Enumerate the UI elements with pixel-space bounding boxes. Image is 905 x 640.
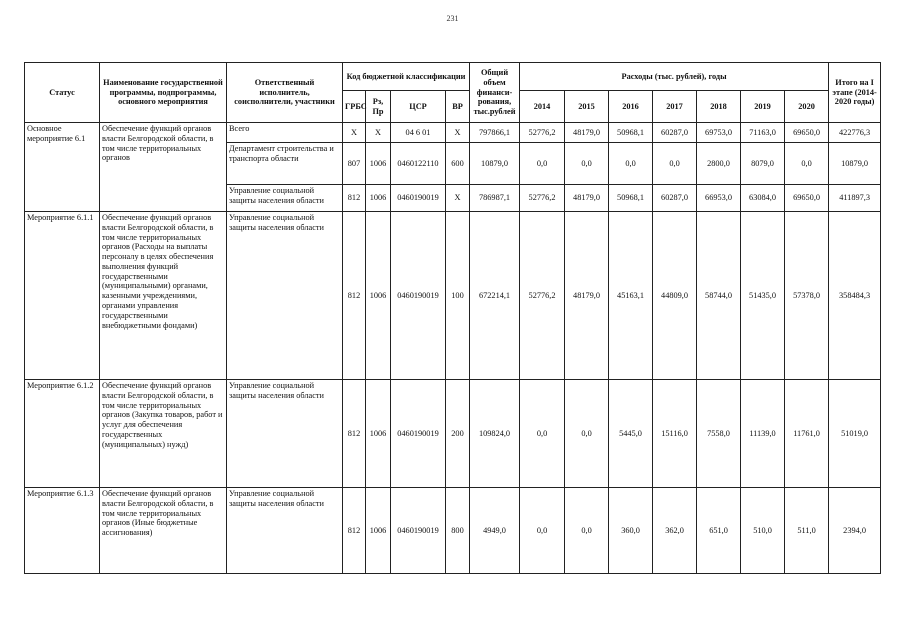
- itogo-cell: 411897,3: [829, 185, 881, 212]
- csr-cell: 0460190019: [391, 185, 446, 212]
- itogo-cell: 422776,3: [829, 123, 881, 143]
- csr-cell: 0460122110: [391, 143, 446, 185]
- year-cell: 63084,0: [741, 185, 785, 212]
- executor-cell: Департамент строительства и транспорта области: [227, 143, 343, 185]
- header-year-2017: 2017: [653, 91, 697, 123]
- itogo-cell: 51019,0: [829, 380, 881, 488]
- header-year-2015: 2015: [565, 91, 609, 123]
- csr-cell: 0460190019: [391, 212, 446, 380]
- vr-cell: 600: [446, 143, 470, 185]
- header-executor: Ответственный исполнитель, соисполнители, участники: [227, 63, 343, 123]
- year-cell: 71163,0: [741, 123, 785, 143]
- year-cell: 11761,0: [785, 380, 829, 488]
- year-cell: 69650,0: [785, 185, 829, 212]
- header-total-volume: Общий объем финанси-рования, тыс.рублей: [470, 63, 520, 123]
- executor-cell: Управление социальной защиты населения области: [227, 212, 343, 380]
- year-cell: 66953,0: [697, 185, 741, 212]
- year-cell: 510,0: [741, 488, 785, 574]
- name-cell: Обеспечение функций органов власти Белгородской области, в том числе территориальных органов (Иные бюджетные ассигнования): [100, 488, 227, 574]
- year-cell: 52776,2: [520, 123, 565, 143]
- table-row: [25, 380, 881, 488]
- year-cell: 58744,0: [697, 212, 741, 380]
- header-status: Статус: [25, 63, 100, 123]
- year-cell: 45163,1: [609, 212, 653, 380]
- header-csr: ЦСР: [391, 91, 446, 123]
- year-cell: 7558,0: [697, 380, 741, 488]
- rzpr-cell: 1006: [366, 185, 391, 212]
- header-expenses: Расходы (тыс. рублей), годы: [520, 63, 829, 91]
- grbs-cell: 807: [343, 143, 366, 185]
- year-cell: 0,0: [785, 143, 829, 185]
- grbs-cell: Х: [343, 123, 366, 143]
- total-cell: 10879,0: [470, 143, 520, 185]
- budget-table-container: [24, 62, 880, 574]
- vr-cell: 800: [446, 488, 470, 574]
- csr-cell: 0460190019: [391, 488, 446, 574]
- rzpr-cell: Х: [366, 123, 391, 143]
- page-number: 231: [446, 14, 459, 23]
- year-cell: 44809,0: [653, 212, 697, 380]
- csr-cell: 04 6 01: [391, 123, 446, 143]
- year-cell: 5445,0: [609, 380, 653, 488]
- year-cell: 362,0: [653, 488, 697, 574]
- itogo-cell: 2394,0: [829, 488, 881, 574]
- vr-cell: Х: [446, 123, 470, 143]
- year-cell: 52776,2: [520, 185, 565, 212]
- vr-cell: 200: [446, 380, 470, 488]
- year-cell: 0,0: [565, 380, 609, 488]
- total-cell: 672214,1: [470, 212, 520, 380]
- year-cell: 360,0: [609, 488, 653, 574]
- header-name: Наименование государственной программы, подпрограммы, основного мероприятия: [100, 63, 227, 123]
- budget-table: [24, 62, 881, 574]
- year-cell: 0,0: [565, 143, 609, 185]
- status-cell: Мероприятие 6.1.1: [25, 212, 100, 380]
- year-cell: 60287,0: [653, 185, 697, 212]
- year-cell: 50968,1: [609, 123, 653, 143]
- status-cell: Основное мероприятие 6.1: [25, 123, 100, 212]
- name-cell: Обеспечение функций органов власти Белгородской области, в том числе территориальных органов (Закупка товаров, работ и услуг для обеспечения государственных (муниципальных) нужд): [100, 380, 227, 488]
- year-cell: 51435,0: [741, 212, 785, 380]
- year-cell: 0,0: [653, 143, 697, 185]
- header-year-2019: 2019: [741, 91, 785, 123]
- year-cell: 0,0: [565, 488, 609, 574]
- year-cell: 0,0: [609, 143, 653, 185]
- rzpr-cell: 1006: [366, 380, 391, 488]
- header-itogo: Итого на I этапе (2014-2020 годы): [829, 63, 881, 123]
- year-cell: 60287,0: [653, 123, 697, 143]
- name-cell: Обеспечение функций органов власти Белгородской области, в том числе территориальных органов (Расходы на выплаты персоналу в целях обеспечения выполнения функций государственными (муниципальными) органами, казенными учреждениями, органами управления государственными внебюджетными фондами): [100, 212, 227, 380]
- year-cell: 57378,0: [785, 212, 829, 380]
- year-cell: 69753,0: [697, 123, 741, 143]
- rzpr-cell: 1006: [366, 488, 391, 574]
- itogo-cell: 358484,3: [829, 212, 881, 380]
- total-cell: 109824,0: [470, 380, 520, 488]
- header-year-2016: 2016: [609, 91, 653, 123]
- year-cell: 50968,1: [609, 185, 653, 212]
- table-row: [25, 488, 881, 574]
- header-vr: ВР: [446, 91, 470, 123]
- year-cell: 511,0: [785, 488, 829, 574]
- grbs-cell: 812: [343, 380, 366, 488]
- table-row: [25, 212, 881, 380]
- year-cell: 48179,0: [565, 185, 609, 212]
- year-cell: 0,0: [520, 143, 565, 185]
- year-cell: 48179,0: [565, 123, 609, 143]
- rzpr-cell: 1006: [366, 143, 391, 185]
- vr-cell: 100: [446, 212, 470, 380]
- header-rzpr: Рз, Пр: [366, 91, 391, 123]
- year-cell: 0,0: [520, 380, 565, 488]
- year-cell: 2800,0: [697, 143, 741, 185]
- executor-cell: Управление социальной защиты населения области: [227, 380, 343, 488]
- year-cell: 0,0: [520, 488, 565, 574]
- grbs-cell: 812: [343, 488, 366, 574]
- total-cell: 786987,1: [470, 185, 520, 212]
- table-row: [25, 123, 881, 143]
- executor-cell: Управление социальной защиты населения области: [227, 185, 343, 212]
- csr-cell: 0460190019: [391, 380, 446, 488]
- header-year-2018: 2018: [697, 91, 741, 123]
- header-budget-code: Код бюджетной классификации: [343, 63, 470, 91]
- grbs-cell: 812: [343, 212, 366, 380]
- grbs-cell: 812: [343, 185, 366, 212]
- executor-cell: Всего: [227, 123, 343, 143]
- year-cell: 651,0: [697, 488, 741, 574]
- header-year-2020: 2020: [785, 91, 829, 123]
- executor-cell: Управление социальной защиты населения области: [227, 488, 343, 574]
- rzpr-cell: 1006: [366, 212, 391, 380]
- total-cell: 4949,0: [470, 488, 520, 574]
- total-cell: 797866,1: [470, 123, 520, 143]
- year-cell: 8079,0: [741, 143, 785, 185]
- vr-cell: Х: [446, 185, 470, 212]
- year-cell: 48179,0: [565, 212, 609, 380]
- year-cell: 52776,2: [520, 212, 565, 380]
- year-cell: 15116,0: [653, 380, 697, 488]
- header-year-2014: 2014: [520, 91, 565, 123]
- status-cell: Мероприятие 6.1.2: [25, 380, 100, 488]
- header-grbs: ГРБС: [343, 91, 366, 123]
- year-cell: 69650,0: [785, 123, 829, 143]
- status-cell: Мероприятие 6.1.3: [25, 488, 100, 574]
- itogo-cell: 10879,0: [829, 143, 881, 185]
- name-cell: Обеспечение функций органов власти Белгородской области, в том числе территориальных органов: [100, 123, 227, 212]
- year-cell: 11139,0: [741, 380, 785, 488]
